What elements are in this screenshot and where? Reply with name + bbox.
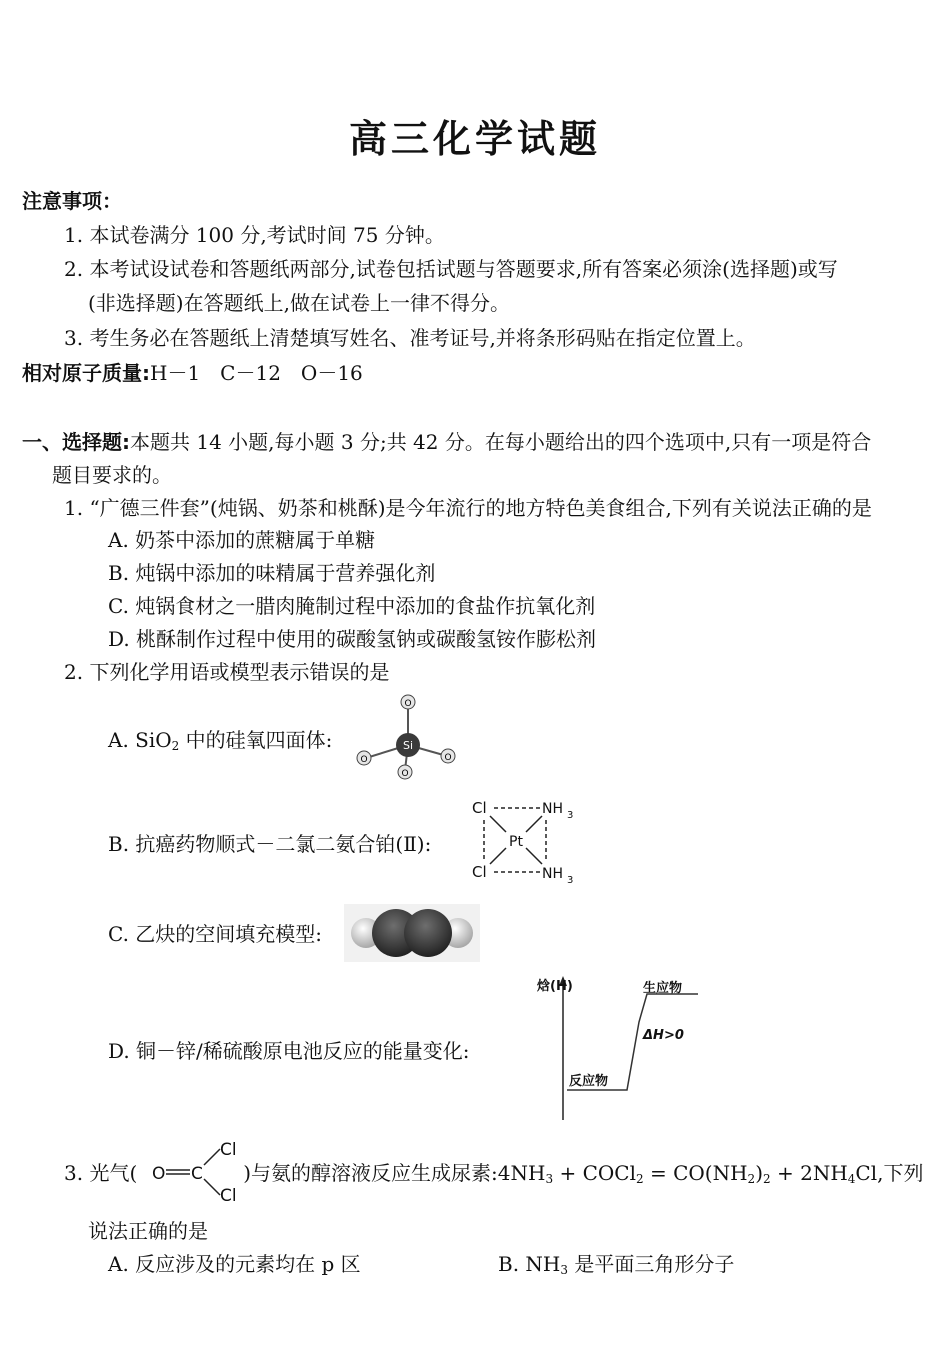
pt-cl-label: Cl [472,863,487,881]
notice-item-3: 3. 考生务必在答题纸上清楚填写姓名、准考证号,并将条形码贴在指定位置上。 [64,326,756,350]
tetra-o-label: O [401,769,409,779]
q3-option-a: A. 反应涉及的元素均在 p 区 [108,1252,361,1276]
q1-stem: 1. “广德三件套”(炖锅、奶茶和桃酥)是今年流行的地方特色美食组合,下列有关说法正确的是 [64,496,872,520]
q3-stem-line1: 3. 光气( )与氨的醇溶液反应生成尿素$:4NH_3$ + COCl$_2$ = $CO(NH_2)_2 + 2NH_4Cl$,下列 [64,1161,924,1186]
pt-cl-label: Cl [472,799,487,817]
energy-level-diagram [535,972,710,1122]
q3-num: 3. 光气( [64,1161,138,1185]
notice-heading: 注意事项： [22,189,122,213]
tetra-si-label: Si [402,739,414,752]
pt-nh-label: NH [542,801,563,817]
q1-option-d: D. 桃酥制作过程中使用的碳酸氢钠或碳酸氢铵作膨松剂 [108,627,597,651]
q2-option-b: B. 抗癌药物顺式－二氯二氨合铂(Ⅱ): [108,832,432,856]
section-header [22,429,871,455]
pt-sub-3: 3 [567,810,574,821]
pt-sub-3: 3 [567,875,574,886]
pt-nh-label: NH [542,866,563,882]
phosgene-cl-label: Cl [220,1140,237,1160]
silica-tetrahedron-diagram [350,690,460,786]
atomic-mass-label: 相对原子质量: [22,361,150,385]
atomic-mass-values: H－1 C－12 O－16 [150,361,363,385]
acetylene-space-filling-model [344,904,480,962]
energy-product-label: 生应物 [643,981,683,996]
q2-option-c: C. 乙炔的空间填充模型: [108,922,323,946]
energy-y-label: 焓(H) [537,979,573,994]
phosgene-o-label: O [152,1164,166,1184]
energy-dh-label: ΔH>0 [643,1028,684,1043]
energy-reactant-label: 反应物 [569,1074,609,1089]
q1-option-a: A. 奶茶中添加的蔗糖属于单糖 [108,528,376,552]
q1-option-b: B. 炖锅中添加的味精属于营养强化剂 [108,561,436,585]
tetra-o-label: O [360,755,368,765]
q2-stem: 2. 下列化学用语或模型表示错误的是 [64,660,390,684]
page-title: 高三化学试题 [348,117,601,161]
q2-option-d: D. 铜－锌/稀硫酸原电池反应的能量变化: [108,1039,470,1063]
q3-stem-line2: 说法正确的是 [88,1219,208,1243]
phosgene-structure [146,1135,250,1207]
phosgene-cl-label: Cl [220,1186,237,1206]
atomic-mass [22,360,363,386]
q1-option-c: C. 炖锅食材之一腊肉腌制过程中添加的食盐作抗氧化剂 [108,594,596,618]
q2-option-a: A. SiO$_2$ 中的硅氧四面体: [108,728,333,753]
q3-option-b: B. $NH_3$ 是平面三角形分子 [498,1252,735,1277]
phosgene-c-label: C [191,1164,203,1184]
tetra-o-label: O [444,753,452,763]
section-text-line2: 题目要求的。 [52,463,172,487]
section-text-line1: 本题共 14 小题,每小题 3 分;共 42 分。在每小题给出的四个选项中,只有一项是符合 [130,430,872,454]
notice-item-2-cont: (非选择题)在答题纸上,做在试卷上一律不得分。 [88,291,510,315]
cisplatin-structure [470,798,580,884]
notice-item-1: 1. 本试卷满分 100 分,考试时间 75 分钟。 [64,223,445,247]
notice-item-2: 2. 本考试设试卷和答题纸两部分,试卷包括试题与答题要求,所有答案必须涂(选择题)或写 [64,257,838,281]
pt-center-label: Pt [509,834,523,850]
tetra-o-label: O [404,699,412,709]
section-label: 一、选择题: [22,430,130,454]
